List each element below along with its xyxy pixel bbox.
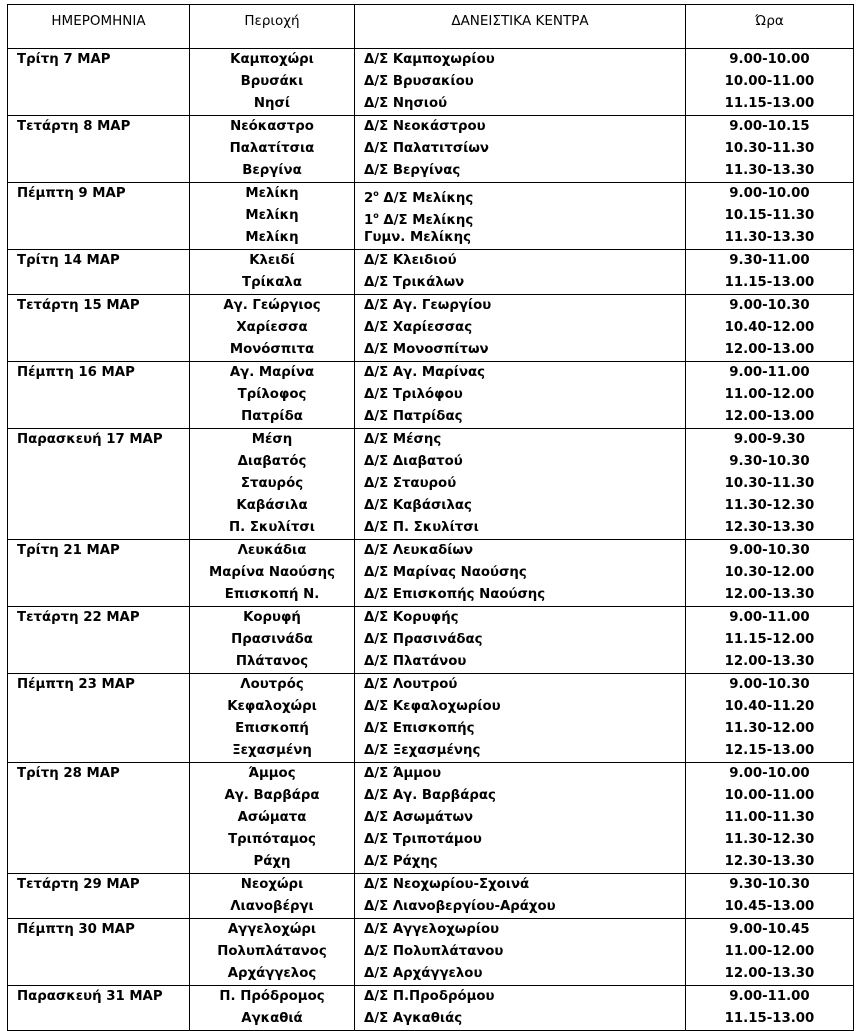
area-cell-line: Πολυπλάτανος <box>217 944 327 959</box>
center-cell-line: Δ/Σ Κλειδιού <box>364 253 457 268</box>
area-cell-line: Νεόκαστρο <box>230 119 314 134</box>
area-cell-line: Π. Σκυλίτσι <box>229 520 315 535</box>
table-row <box>8 49 854 116</box>
area-cell-line: Αγγελοχώρι <box>227 922 317 937</box>
header-date: ΗΜΕΡΟΜΗΝΙΑ <box>8 5 190 49</box>
date-cell-text: Πέμπτη 30 ΜΑΡ <box>17 922 135 937</box>
area-cell-line: Μέση <box>251 432 293 447</box>
area-cell <box>190 250 355 295</box>
table-row <box>8 763 854 874</box>
area-cell-line: Νεοχώρι <box>240 877 304 892</box>
time-cell-line: 10.00-11.00 <box>724 74 815 89</box>
date-cell <box>8 250 190 295</box>
time-cell <box>686 874 854 919</box>
center-cell <box>355 540 686 607</box>
area-cell-line: Χαρίεσσα <box>236 320 308 335</box>
area-cell-line: Πατρίδα <box>241 409 303 424</box>
time-cell-line: 9.00-10.00 <box>729 52 810 67</box>
center-cell <box>355 429 686 540</box>
date-cell <box>8 874 190 919</box>
time-cell-line: 11.30-13.30 <box>724 163 815 178</box>
table-row <box>8 250 854 295</box>
time-cell-line: 9.00-9.30 <box>733 432 806 447</box>
area-cell-line: Πρασινάδα <box>231 632 313 647</box>
time-cell-line: 12.00-13.00 <box>724 342 815 357</box>
date-cell-text: Τετάρτη 22 ΜΑΡ <box>17 610 140 625</box>
time-cell-line: 10.30-11.30 <box>724 141 815 156</box>
time-cell-line: 11.00-12.00 <box>724 387 815 402</box>
date-cell-text: Παρασκευή 17 ΜΑΡ <box>17 432 163 447</box>
date-cell <box>8 763 190 874</box>
date-cell <box>8 674 190 763</box>
area-cell-line: Αγ. Μαρίνα <box>229 365 315 380</box>
center-cell <box>355 250 686 295</box>
center-cell-line: Δ/Σ Παλατιτσίων <box>364 141 489 156</box>
time-cell-line: 12.30-13.30 <box>724 854 815 869</box>
area-cell-line: Μονόσπιτα <box>229 342 315 357</box>
center-cell-line: Δ/Σ Μαρίνας Ναούσης <box>364 565 527 580</box>
area-cell-line: Μαρίνα Ναούσης <box>209 565 335 580</box>
date-cell-text: Τετάρτη 8 ΜΑΡ <box>17 119 131 134</box>
date-cell <box>8 49 190 116</box>
area-cell-line: Παλατίτσια <box>229 141 315 156</box>
area-cell-line: Ράχη <box>253 854 291 869</box>
date-cell-text: Πέμπτη 9 ΜΑΡ <box>17 186 126 201</box>
time-cell-line: 9.00-11.00 <box>729 365 810 380</box>
time-cell-line: 9.00-10.30 <box>729 543 810 558</box>
time-cell-line: 11.15-13.00 <box>724 275 815 290</box>
center-cell-line: Δ/Σ Αγ. Γεωργίου <box>364 298 492 313</box>
date-cell <box>8 540 190 607</box>
area-cell-line: Αγ. Βαρβάρα <box>224 788 320 803</box>
table-row <box>8 919 854 986</box>
center-cell-line: Δ/Σ Λευκαδίων <box>364 543 474 558</box>
time-cell-line: 10.40-12.00 <box>724 320 815 335</box>
area-cell-line: Επισκοπή Ν. <box>224 587 320 602</box>
center-cell-line: Δ/Σ Μονοσπίτων <box>364 342 489 357</box>
center-cell <box>355 674 686 763</box>
time-cell-line: 10.00-11.00 <box>724 788 815 803</box>
table-row <box>8 607 854 674</box>
area-cell-line: Μελίκη <box>245 208 299 223</box>
time-cell <box>686 919 854 986</box>
date-cell-text: Παρασκευή 31 ΜΑΡ <box>17 989 163 1004</box>
area-cell-line: Τρίκαλα <box>242 275 302 290</box>
time-cell-line: 9.00-11.00 <box>729 989 810 1004</box>
time-cell-line: 11.30-12.30 <box>724 498 815 513</box>
date-cell-text: Πέμπτη 23 ΜΑΡ <box>17 677 135 692</box>
center-cell <box>355 362 686 429</box>
time-cell-line: 9.00-10.30 <box>729 298 810 313</box>
center-cell-line: Δ/Σ Αγκαθιάς <box>364 1011 463 1026</box>
time-cell-line: 11.30-12.00 <box>724 721 815 736</box>
time-cell <box>686 295 854 362</box>
center-cell-line: Γυμν. Μελίκης <box>364 230 471 245</box>
area-cell-line: Μελίκη <box>245 186 299 201</box>
time-cell <box>686 250 854 295</box>
center-cell-line: Δ/Σ Λουτρού <box>364 677 458 692</box>
center-cell-line: $1^o$ Δ/Σ Μελίκης <box>364 211 474 227</box>
table-row <box>8 429 854 540</box>
time-cell-line: 9.30-10.30 <box>729 454 810 469</box>
ordinal-suffix: ο <box>373 189 379 198</box>
center-cell-line: Δ/Σ Ράχης <box>364 854 438 869</box>
time-cell-line: 12.00-13.30 <box>724 966 815 981</box>
time-cell-line: 10.45-13.00 <box>724 899 815 914</box>
area-cell-line: Διαβατός <box>237 454 307 469</box>
center-cell-line: Δ/Σ Πατρίδας <box>364 409 463 424</box>
area-cell-line: Ασώματα <box>237 810 307 825</box>
time-cell-line: 10.30-11.30 <box>724 476 815 491</box>
header-time: Ώρα <box>686 5 854 49</box>
time-cell-line: 10.40-11.20 <box>724 699 815 714</box>
area-cell-line: Καβάσιλα <box>236 498 308 513</box>
center-cell-line: Δ/Σ Πρασινάδας <box>364 632 483 647</box>
date-cell-text: Τρίτη 7 ΜΑΡ <box>17 52 111 67</box>
time-cell-line: 11.00-12.00 <box>724 944 815 959</box>
area-cell-line: Σταυρός <box>240 476 304 491</box>
center-cell-line: Δ/Σ Επισκοπής Ναούσης <box>364 587 546 602</box>
table-row <box>8 116 854 183</box>
table-row <box>8 674 854 763</box>
center-cell-line: Δ/Σ Μέσης <box>364 432 442 447</box>
area-cell <box>190 183 355 250</box>
center-cell-line: Δ/Σ Πολυπλάτανου <box>364 944 504 959</box>
area-cell <box>190 674 355 763</box>
table-row <box>8 362 854 429</box>
area-cell <box>190 116 355 183</box>
center-cell <box>355 919 686 986</box>
time-cell-line: 12.30-13.30 <box>724 520 815 535</box>
time-cell-line: 9.00-10.45 <box>729 922 810 937</box>
area-cell-line: Τρίλοφος <box>237 387 307 402</box>
area-cell <box>190 874 355 919</box>
center-cell-line: Δ/Σ Τριποτάμου <box>364 832 482 847</box>
date-cell <box>8 429 190 540</box>
center-cell-line: $2^o$ Δ/Σ Μελίκης <box>364 189 474 205</box>
date-cell-text: Τετάρτη 15 ΜΑΡ <box>17 298 140 313</box>
table-row <box>8 540 854 607</box>
area-cell <box>190 763 355 874</box>
date-cell-text: Τρίτη 21 ΜΑΡ <box>17 543 120 558</box>
area-cell <box>190 429 355 540</box>
center-cell-line: Δ/Σ Αρχάγγελου <box>364 966 483 981</box>
date-cell <box>8 919 190 986</box>
area-cell-line: Αρχάγγελος <box>227 966 317 981</box>
center-cell-line: Δ/Σ Σταυρού <box>364 476 457 491</box>
center-cell-line: Δ/Σ Νεοχωρίου-Σχοινά <box>364 877 530 892</box>
center-cell-line: Δ/Σ Τρικάλων <box>364 275 465 290</box>
area-cell-line: Λουτρός <box>240 677 304 692</box>
center-cell <box>355 49 686 116</box>
center-cell-line: Δ/Σ Βρυσακίου <box>364 74 474 89</box>
date-cell-text: Πέμπτη 16 ΜΑΡ <box>17 365 135 380</box>
time-cell-line: 12.00-13.30 <box>724 654 815 669</box>
center-cell <box>355 763 686 874</box>
time-cell-line: 11.15-13.00 <box>724 96 815 111</box>
center-cell-line: Δ/Σ Λιανοβεργίου-Αράχου <box>364 899 556 914</box>
center-cell-line: Δ/Σ Καβάσιλας <box>364 498 472 513</box>
time-cell <box>686 362 854 429</box>
area-cell-line: Άμμος <box>248 766 296 781</box>
center-cell <box>355 183 686 250</box>
center-cell-line: Δ/Σ Επισκοπής <box>364 721 475 736</box>
table-row <box>8 295 854 362</box>
center-cell-line: Δ/Σ Βεργίνας <box>364 163 461 178</box>
center-cell-line: Δ/Σ Νησιού <box>364 96 448 111</box>
time-cell-line: 12.00-13.00 <box>724 409 815 424</box>
area-cell-line: Ξεχασμένη <box>232 743 312 758</box>
area-cell-line: Κορυφή <box>243 610 301 625</box>
time-cell-line: 10.30-12.00 <box>724 565 815 580</box>
center-cell-line: Δ/Σ Ασωμάτων <box>364 810 474 825</box>
time-cell <box>686 429 854 540</box>
table-row <box>8 183 854 250</box>
center-cell-line: Δ/Σ Π. Σκυλίτσι <box>364 520 479 535</box>
area-cell-line: Καμποχώρι <box>230 52 314 67</box>
date-cell-text: Τρίτη 14 ΜΑΡ <box>17 253 120 268</box>
time-cell <box>686 763 854 874</box>
area-cell-line: Π. Πρόδρομος <box>219 989 325 1004</box>
date-cell-text: Τετάρτη 29 ΜΑΡ <box>17 877 140 892</box>
area-cell <box>190 295 355 362</box>
center-cell-line: Δ/Σ Κεφαλοχωρίου <box>364 699 501 714</box>
area-cell-line: Λευκάδια <box>237 543 307 558</box>
header-centers: ΔΑΝΕΙΣΤΙΚΑ ΚΕΝΤΡΑ <box>355 5 686 49</box>
area-cell-line: Τριπόταμος <box>228 832 316 847</box>
time-cell <box>686 540 854 607</box>
area-cell-line: Λιανοβέργι <box>230 899 314 914</box>
date-cell <box>8 362 190 429</box>
date-cell <box>8 607 190 674</box>
center-cell-line: Δ/Σ Κορυφής <box>364 610 459 625</box>
area-cell-line: Κλειδί <box>249 253 295 268</box>
time-cell-line: 10.15-11.30 <box>724 208 815 223</box>
time-cell-line: 9.00-10.30 <box>729 677 810 692</box>
time-cell-line: 11.00-11.30 <box>724 810 815 825</box>
area-cell-line: Μελίκη <box>245 230 299 245</box>
center-cell <box>355 295 686 362</box>
center-cell-line: Δ/Σ Ξεχασμένης <box>364 743 481 758</box>
time-cell-line: 9.00-11.00 <box>729 610 810 625</box>
center-cell-line: Δ/Σ Νεοκάστρου <box>364 119 486 134</box>
time-cell-line: 11.15-13.00 <box>724 1011 815 1026</box>
center-cell <box>355 607 686 674</box>
area-cell <box>190 362 355 429</box>
time-cell-line: 9.00-10.15 <box>729 119 810 134</box>
area-cell <box>190 540 355 607</box>
center-cell <box>355 874 686 919</box>
date-cell <box>8 116 190 183</box>
area-cell-line: Αγ. Γεώργιος <box>223 298 321 313</box>
center-cell-line: Δ/Σ Αγ. Βαρβάρας <box>364 788 496 803</box>
center-cell-line: Δ/Σ Διαβατού <box>364 454 463 469</box>
header-row <box>8 5 854 49</box>
center-cell-line: Δ/Σ Αγγελοχωρίου <box>364 922 500 937</box>
center-cell-line: Δ/Σ Πλατάνου <box>364 654 467 669</box>
date-cell <box>8 183 190 250</box>
time-cell-line: 11.15-12.00 <box>724 632 815 647</box>
area-cell-line: Επισκοπή <box>235 721 309 736</box>
center-cell <box>355 116 686 183</box>
time-cell-line: 12.00-13.30 <box>724 587 815 602</box>
area-cell <box>190 919 355 986</box>
time-cell-line: 9.30-10.30 <box>729 877 810 892</box>
time-cell <box>686 49 854 116</box>
time-cell-line: 12.15-13.00 <box>724 743 815 758</box>
area-cell-line: Πλάτανος <box>235 654 309 669</box>
time-cell <box>686 607 854 674</box>
center-cell-line: Δ/Σ Χαρίεσσας <box>364 320 473 335</box>
date-cell <box>8 295 190 362</box>
date-cell-text: Τρίτη 28 ΜΑΡ <box>17 766 120 781</box>
schedule-table <box>7 4 854 1031</box>
area-cell <box>190 607 355 674</box>
ordinal-suffix: ο <box>373 211 379 220</box>
table-row <box>8 874 854 919</box>
area-cell-line: Κεφαλοχώρι <box>227 699 317 714</box>
time-cell-line: 11.30-13.30 <box>724 230 815 245</box>
time-cell-line: 9.00-10.00 <box>729 186 810 201</box>
header-area: Περιοχή <box>190 5 355 49</box>
center-cell-line: Δ/Σ Καμποχωρίου <box>364 52 495 67</box>
area-cell-line: Βρυσάκι <box>240 74 304 89</box>
area-cell <box>190 49 355 116</box>
time-cell <box>686 116 854 183</box>
time-cell-line: 9.00-10.00 <box>729 766 810 781</box>
time-cell-line: 11.30-12.30 <box>724 832 815 847</box>
area-cell-line: Βεργίνα <box>242 163 302 178</box>
area-cell-line: Αγκαθιά <box>241 1011 303 1026</box>
time-cell <box>686 674 854 763</box>
center-cell-line: Δ/Σ Αγ. Μαρίνας <box>364 365 486 380</box>
center-cell-line: Δ/Σ Άμμου <box>364 766 442 781</box>
time-cell-line: 9.30-11.00 <box>729 253 810 268</box>
area-cell-line: Νησί <box>253 96 291 111</box>
center-cell-line: Δ/Σ Π.Προδρόμου <box>364 989 495 1004</box>
time-cell <box>686 183 854 250</box>
center-cell-line: Δ/Σ Τριλόφου <box>364 387 463 402</box>
